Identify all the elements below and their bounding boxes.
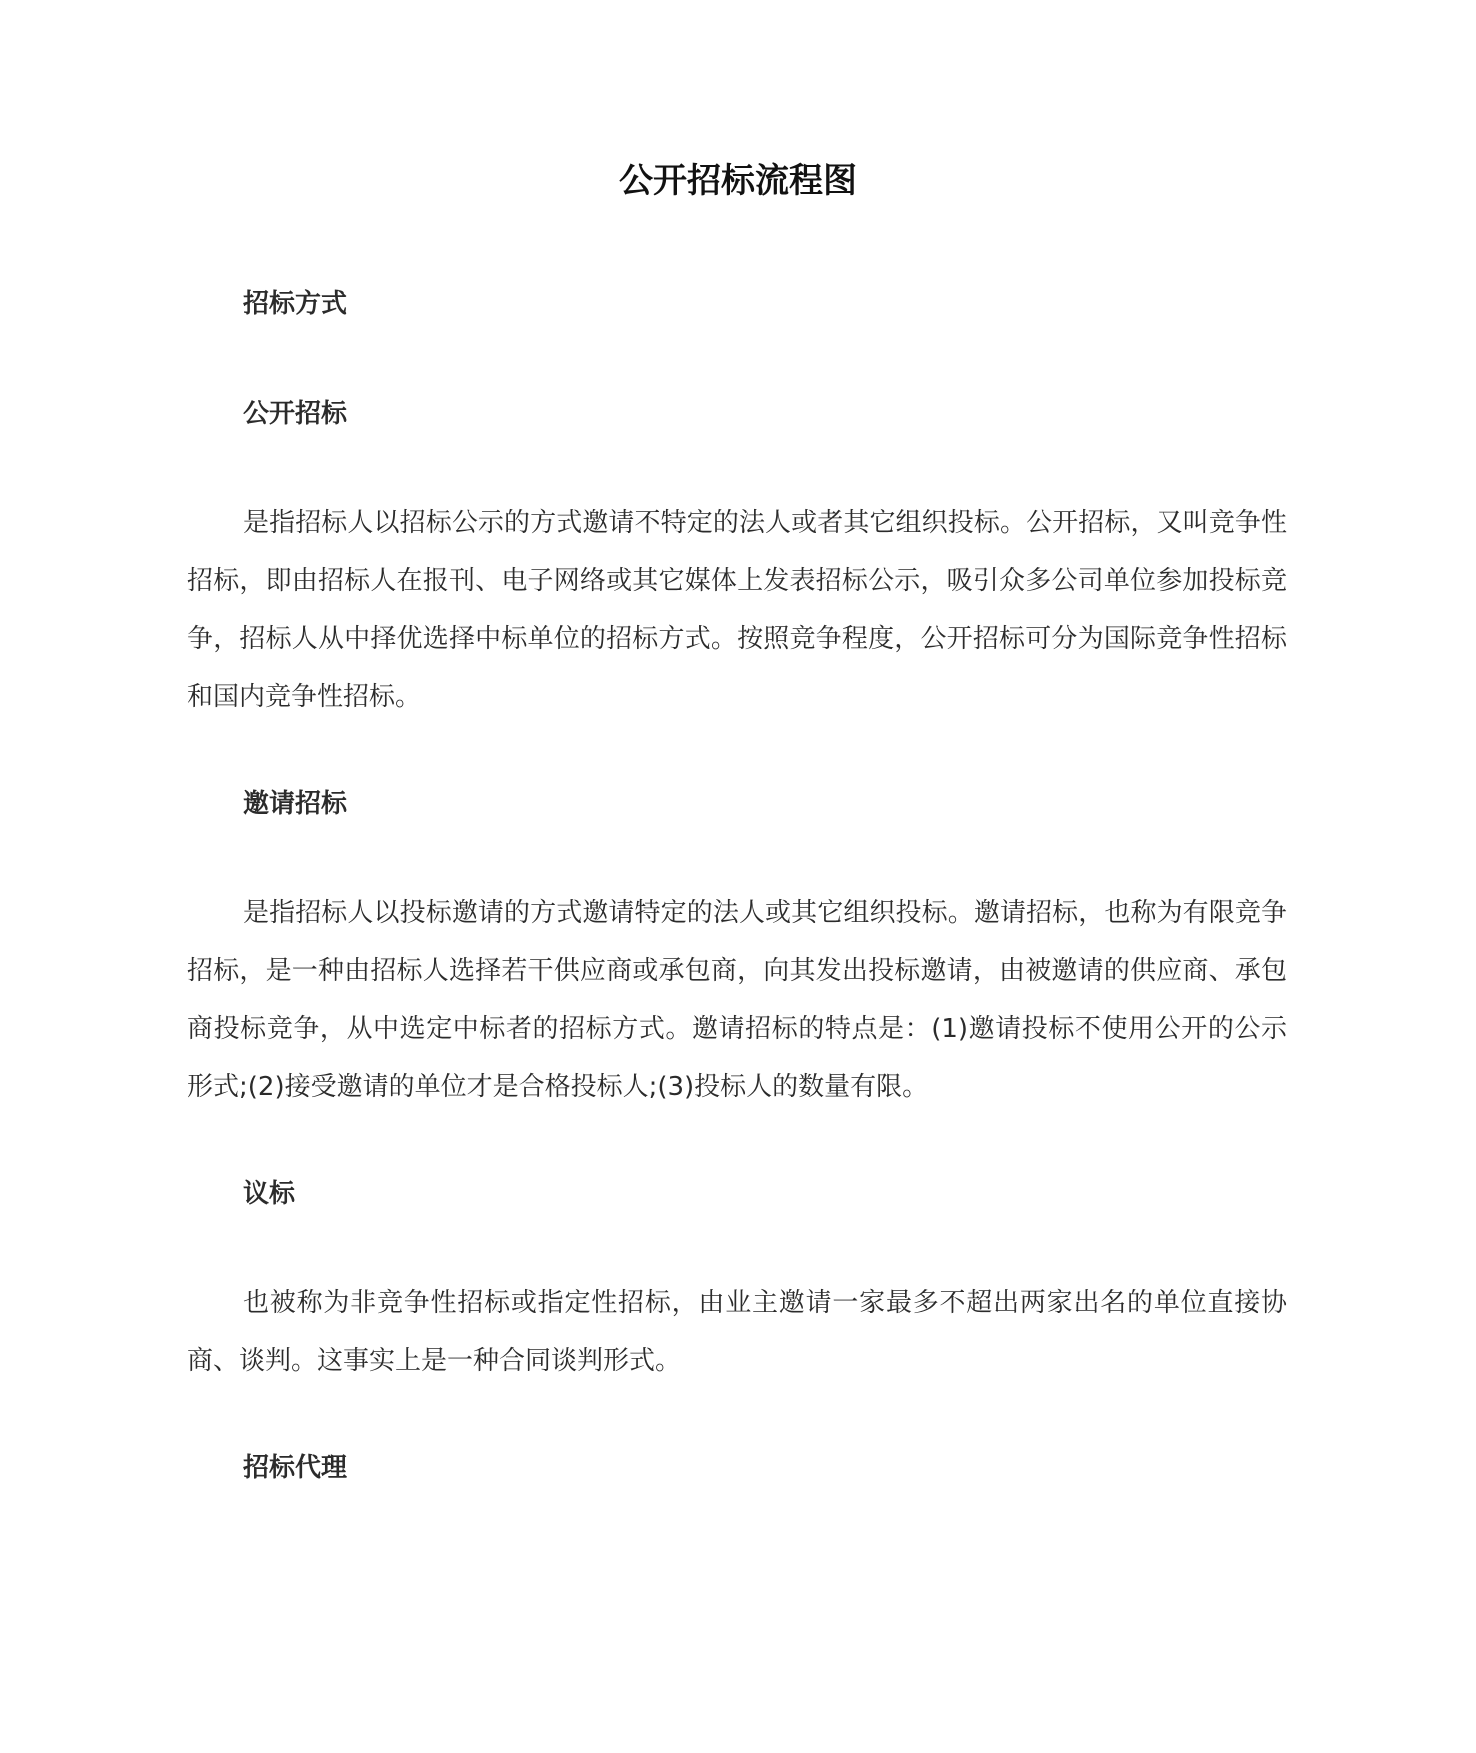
section-heading-invited-tender: 邀请招标 [243,789,348,819]
paragraph-negotiated-tender: 也被称为非竞争性招标或指定性招标，由业主邀请一家最多不超出两家出名的单位直接协商、谈判。这事实上是一种合同谈判形式。 [187,1288,1287,1376]
section-heading-negotiated-tender: 议标 [243,1179,296,1209]
section-heading-bidding-methods: 招标方式 [243,289,348,319]
paragraph-open-tender: 是指招标人以招标公示的方式邀请不特定的法人或者其它组织投标。公开招标，又叫竞争性招标，即由招标人在报刊、电子网络或其它媒体上发表招标公示，吸引众多公司单位参加投标竞争，招标人从中择优选择中标单位的招标方式。按照竞争程度，公开招标可分为国际竞争性招标和国内竞争性招标。 [187,508,1287,712]
page-title: 公开招标流程图 [619,161,857,201]
paragraph-invited-tender: 是指招标人以投标邀请的方式邀请特定的法人或其它组织投标。邀请招标，也称为有限竞争招标，是一种由招标人选择若干供应商或承包商，向其发出投标邀请，由被邀请的供应商、承包商投标竞争，从中选定中标者的招标方式。邀请招标的特点是：(1)邀请投标不使用公开的公示形式;(2)接受邀请的单位才是合格投标人;(3)投标人的数量有限。 [187,898,1287,1102]
section-heading-bidding-agency: 招标代理 [243,1453,348,1483]
section-heading-open-tender: 公开招标 [243,399,348,429]
